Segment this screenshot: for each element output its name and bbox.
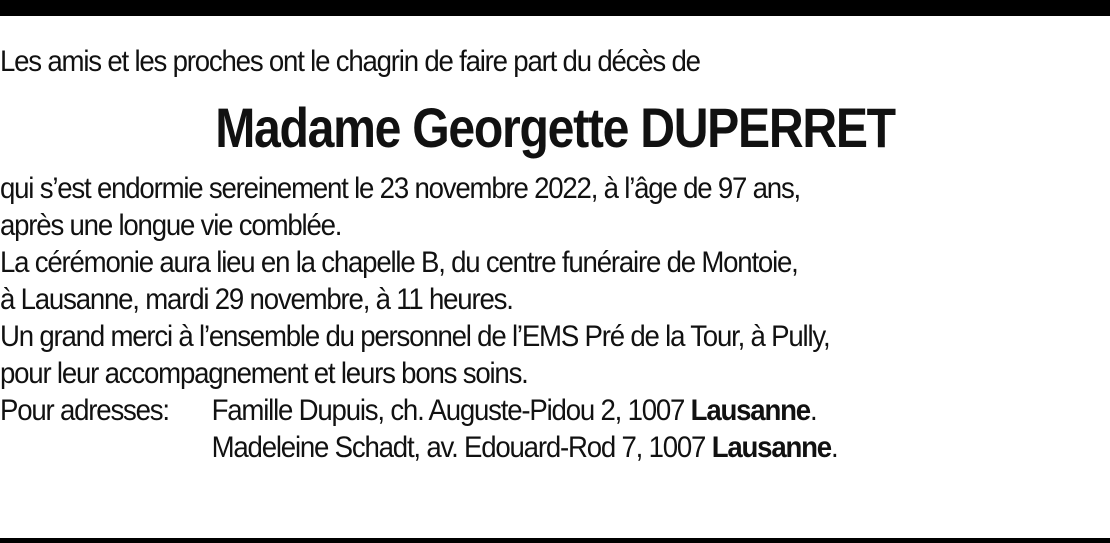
address-label: Pour adresses:	[0, 394, 169, 427]
address-2-end: .	[830, 431, 838, 464]
notice-line-death: qui s’est endormie sereinement le 23 novembre 2022, à l’âge de 97 ans,	[0, 172, 801, 205]
deceased-name: Madame Georgette DUPERRET	[215, 96, 895, 159]
address-2-city: Lausanne	[711, 431, 831, 464]
address-entry-1	[212, 392, 817, 429]
address-1-text: Famille Dupuis, ch. Auguste-Pidou 2, 1007	[211, 394, 691, 427]
notice-line-thanks-end: pour leur accompagnement et leurs bons soins.	[0, 357, 528, 390]
address-row-1	[0, 392, 1021, 429]
death-notice	[0, 40, 1110, 466]
notice-intro: Les amis et les proches ont le chagrin de faire part du décès de	[0, 45, 700, 78]
bottom-border-rule	[0, 538, 1110, 543]
address-2-text: Madeleine Schadt, av. Edouard-Rod 7, 1007	[211, 431, 712, 464]
top-border-rule	[0, 0, 1110, 16]
notice-line-thanks: Un grand merci à l’ensemble du personnel de l’EMS Pré de la Tour, à Pully,	[0, 320, 830, 353]
notice-line-ceremony: La cérémonie aura lieu en la chapelle B, du centre funéraire de Montoie,	[0, 246, 798, 279]
address-entry-2	[212, 431, 838, 464]
address-1-end: .	[809, 394, 817, 427]
notice-line-life: après une longue vie comblée.	[0, 209, 342, 242]
notice-line-ceremony-time: à Lausanne, mardi 29 novembre, à 11 heures.	[0, 283, 513, 316]
address-row-2	[0, 429, 1021, 466]
address-1-city: Lausanne	[690, 394, 810, 427]
